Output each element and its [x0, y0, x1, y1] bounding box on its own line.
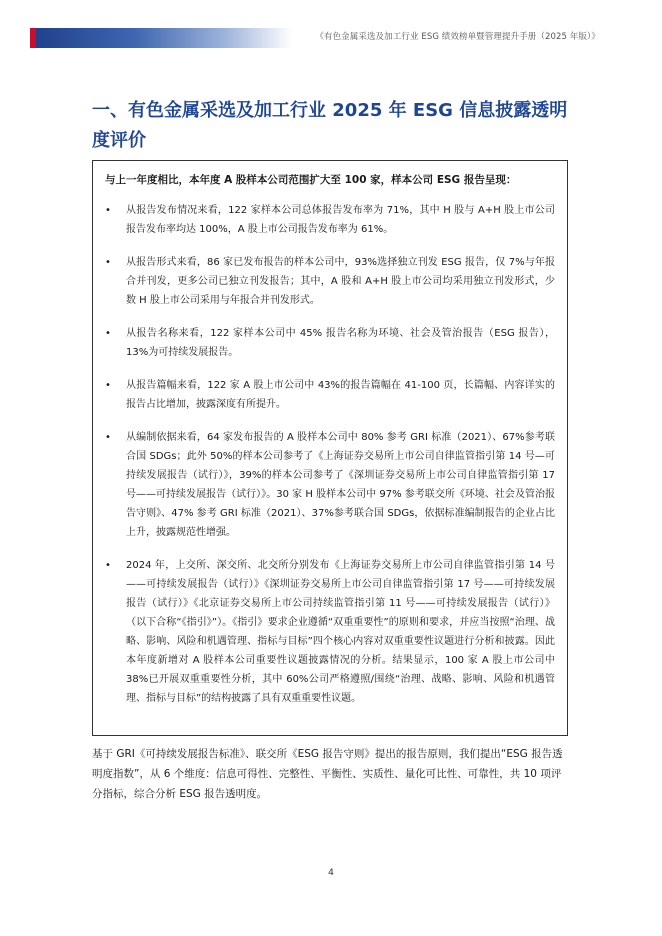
list-item-text: 从报告发布情况来看，122 家样本公司总体报告发布率为 71%，其中 H 股与 A+H 股上市公司报告发布率均达 100%，A 股上市公司报告发布率为 61%。	[126, 205, 555, 235]
list-item	[105, 556, 555, 708]
bullet-icon: •	[105, 432, 111, 443]
list-item	[105, 428, 555, 542]
list-item	[105, 201, 555, 239]
list-item-text: 从报告篇幅来看，122 家 A 股上市公司中 43%的报告篇幅在 41-100 页，长篇幅、内容详实的报告占比增加，披露深度有所提升。	[126, 380, 555, 410]
list-item-text: 从报告名称来看，122 家样本公司中 45% 报告名称为环境、社会及管治报告（ESG 报告），13%为可持续发展报告。	[126, 328, 555, 358]
list-item-text: 从编制依据来看，64 家发布报告的 A 股样本公司中 80% 参考 GRI 标准（2021）、67%参考联合国 SDGs；此外 50%的样本公司参考了《上海证券交易所上市公司自律监管指引第 14 号—可持续发展报告（试行）》，39%的样本公司参考了《深圳证券交易所上市公司自律监管指引第 17 号——可持续发展报告（试行）》。30 家 H 股样本公司中 97% 参考联交所《环境、社会及管治报告守则》、47% 参考 GRI 标准（2021）、37%参考联合国 SDGs，依据标准编制报告的企业占比上升，披露规范性增强。	[126, 432, 555, 538]
header-doc-title: 《有色金属采选及加工行业 ESG 绩效榜单暨管理提升手册（2025 年版）》	[315, 32, 600, 42]
bullet-icon: •	[105, 257, 111, 268]
bullet-icon: •	[105, 205, 111, 216]
header-accent-mark	[30, 28, 36, 48]
list-item	[105, 324, 555, 362]
summary-box	[92, 160, 568, 736]
methodology-paragraph: 基于 GRI《可持续发展报告标准》、联交所《ESG 报告守则》提出的报告原则，我们提出“ESG 报告透明度指数”，从 6 个维度：信息可得性、完整性、平衡性、实质性、量化可比性、可靠性，共 10 项评分指标，综合分析 ESG 报告透明度。	[92, 748, 563, 800]
summary-bullet-list	[105, 201, 555, 708]
list-item	[105, 253, 555, 310]
section-title: 一、有色金属采选及加工行业 2025 年 ESG 信息披露透明度评价	[92, 100, 568, 151]
summary-intro: 与上一年度相比，本年度 A 股样本公司范围扩大至 100 家，样本公司 ESG 报告呈现：	[105, 174, 517, 186]
list-item-text: 2024 年，上交所、深交所、北交所分别发布《上海证券交易所上市公司自律监管指引第 14 号——可持续发展报告（试行）》《深圳证券交易所上市公司自律监管指引第 17 号——可持续发展报告（试行）》《北京证券交易所上市公司持续监管指引第 11 号——可持续发展报告（试行）》（以下合称“《指引》”）。《指引》要求企业遵循“双重重要性”的原则和要求，并应当按照“治理、战略、影响、风险和机遇管理、指标与目标”四个核心内容对双重重要性议题进行分析和披露。因此本年度新增对 A 股样本公司重要性议题披露情况的分析。结果显示，100 家 A 股上市公司中 38%已开展双重重要性分析，其中 60%公司严格遵照/围绕“治理、战略、影响、风险和机遇管理、指标与目标”的结构披露了具有双重重要性议题。	[126, 560, 555, 704]
bullet-icon: •	[105, 380, 111, 391]
bullet-icon: •	[105, 560, 111, 571]
header-gradient-bar	[30, 28, 292, 48]
page-number: 4	[328, 868, 334, 878]
bullet-icon: •	[105, 328, 111, 339]
list-item	[105, 376, 555, 414]
list-item-text: 从报告形式来看，86 家已发布报告的样本公司中，93%选择独立刊发 ESG 报告，仅 7%与年报合并刊发，更多公司已独立刊发报告；其中，A 股和 A+H 股上市公司均采用独立刊发形式，少数 H 股上市公司采用与年报合并刊发形式。	[126, 257, 555, 306]
